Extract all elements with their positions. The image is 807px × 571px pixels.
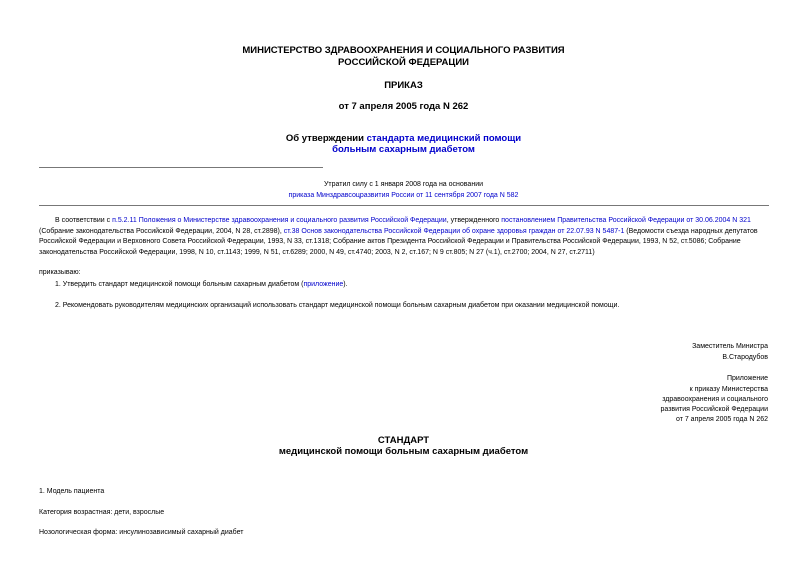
appendix-link[interactable]: приложение [303, 281, 344, 288]
preamble-text-2: , утвержденного [446, 217, 502, 224]
ministry-title-line1: МИНИСТЕРСТВО ЗДРАВООХРАНЕНИЯ И СОЦИАЛЬНОГО РАЗВИТИЯ [242, 45, 565, 56]
subject-link-line1[interactable]: стандарта медицинский помощи [366, 133, 522, 144]
order-item-1 [55, 280, 348, 291]
appendix-line3: развития Российской Федерации [660, 406, 768, 413]
standard-subtitle: медицинской помощи больным сахарным диабетом [278, 446, 529, 457]
doc-type: ПРИКАЗ [384, 80, 423, 91]
nosology-form: Нозологическая форма: инсулинозависимый сахарный диабет [39, 529, 244, 536]
preamble-link-article38[interactable]: ст.38 Основ законодательства Российской Федерации об охране здоровья граждан от 22.07.93 N 5487-1 [283, 227, 625, 235]
appendix-line1: к приказу Министерства [689, 386, 768, 393]
subject-prefix: Об утверждении [285, 133, 367, 144]
divider-long [39, 205, 769, 206]
ministry-title-line2: РОССИЙСКОЙ ФЕДЕРАЦИИ [337, 57, 469, 68]
order-item1-end: ). [343, 281, 348, 288]
preamble-link-regulation[interactable]: п.5.2.11 Положения о Министерстве здравоохранения и социального развития Российской Федерации [112, 217, 447, 224]
doc-date-number: от 7 апреля 2005 года N 262 [338, 101, 469, 112]
preamble-text-3: (Собрание законодательства Российской Федерации, 2004, N 28, ст.2898), [39, 227, 284, 235]
order-item-2: 2. Рекомендовать руководителям медицинских организаций использовать стандарт медицинской помощи больным сахарным диабетом при оказании медицинской помощи. [55, 302, 620, 309]
expired-note: Утратил силу с 1 января 2008 года на основании [323, 181, 484, 188]
appendix-line4: от 7 апреля 2005 года N 262 [675, 416, 768, 423]
order-item1-text: 1. Утвердить стандарт медицинской помощи больным сахарным диабетом ( [55, 281, 304, 288]
appendix-label: Приложение [726, 375, 768, 382]
signature-position: Заместитель Министра [692, 343, 768, 350]
appendix-line2: здравоохранения и социального [662, 396, 768, 403]
divider-short [39, 167, 323, 168]
age-category: Категория возрастная: дети, взрослые [39, 509, 165, 516]
doc-subject-line2[interactable]: больным сахарным диабетом [332, 144, 475, 155]
order-command: приказываю: [39, 269, 81, 276]
signature-name: В.Стародубов [722, 354, 768, 361]
preamble [39, 216, 769, 258]
preamble-link-resolution[interactable]: постановлением Правительства Российской Федерации от 30.06.2004 N 321 [501, 217, 751, 224]
preamble-text-1: В соответствии с [55, 217, 113, 224]
expired-link[interactable]: приказа Минздравсоцразвития России от 11 сентября 2007 года N 582 [288, 192, 519, 199]
doc-subject [0, 133, 807, 144]
preamble-text-4: (Ведомости съезда народных депутатов Российской Федерации и Верховного Совета Российской Федерации, 1993, N 33, ст.1318; Собрание актов Президента Российской Федерации и Правительства Российской Федерации, 1993, N 52, ст.5086; Собрание законодательства Российской Федерации, 1998, N 10, ст.1143; 1999, N 51, ст.6289; 2000, N 49, ст.4740; 2003, N 2, ст.167; N 9 ст.805; N 27 (ч.1), ст.2700; 2004, N 27, ст.2711) [39, 227, 758, 256]
section-patient-model: 1. Модель пациента [39, 488, 105, 495]
standard-title: СТАНДАРТ [377, 435, 430, 446]
